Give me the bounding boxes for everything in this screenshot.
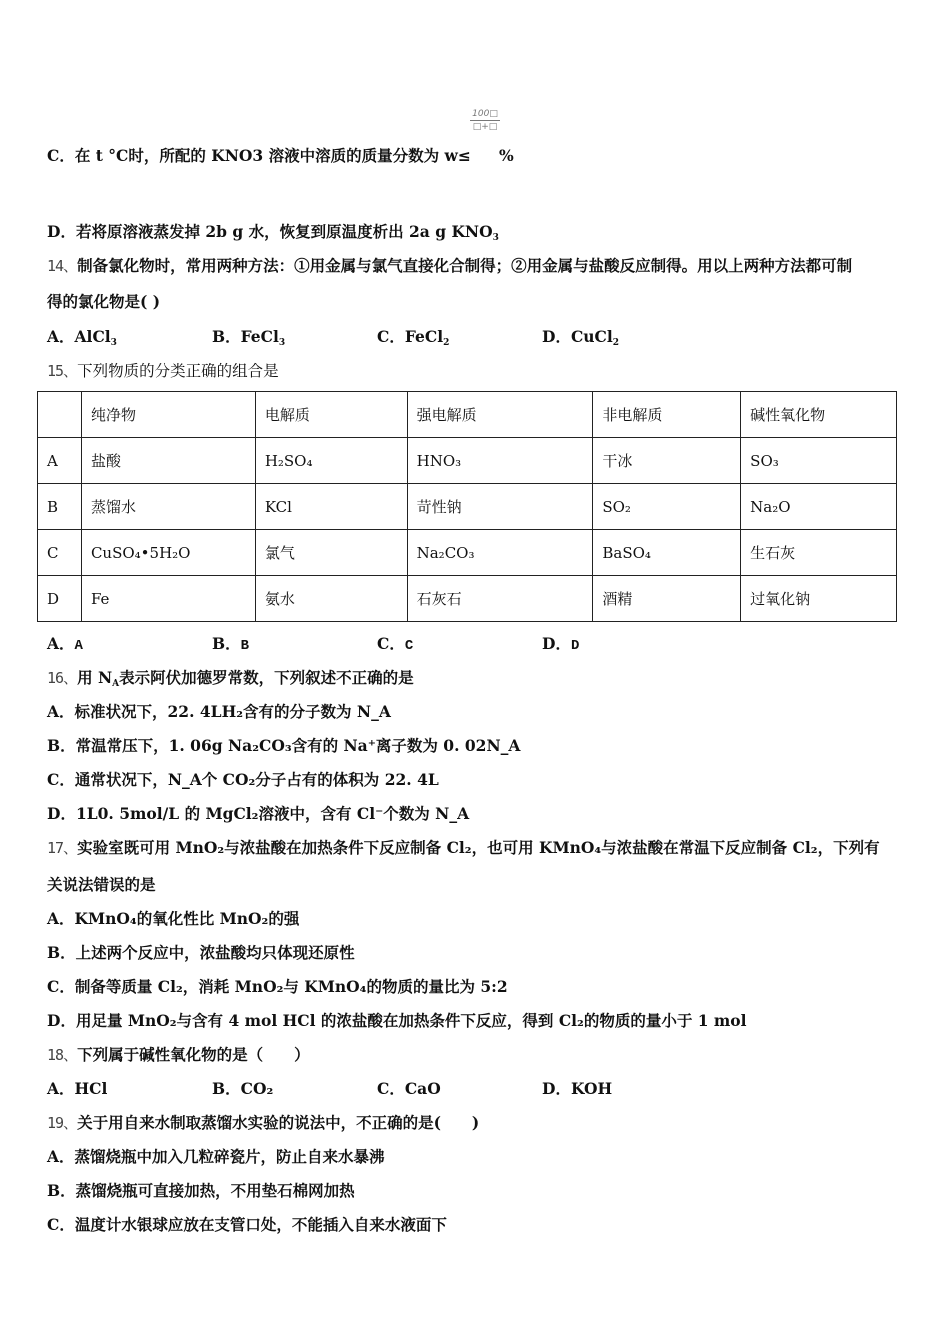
question-number: 19、 bbox=[47, 1114, 78, 1132]
question-text: 制备氯化物时，常用两种方法：①用金属与氯气直接化合制得；②用金属与盐酸反应制得。用以上两种方法都可制 bbox=[77, 256, 853, 275]
q18-option-c[interactable]: C．CaO bbox=[377, 1079, 441, 1098]
q16-option-c[interactable]: C．通常状况下，N_A个 CO₂分子占有的体积为 22. 4L bbox=[47, 770, 439, 789]
table-cell: CuSO₄•5H₂O bbox=[81, 530, 255, 576]
question-number: 14、 bbox=[47, 257, 78, 275]
table-cell: KCl bbox=[255, 484, 407, 530]
q19-stem bbox=[47, 1113, 479, 1133]
q13-option-d bbox=[47, 222, 499, 248]
q17-option-a[interactable]: A．KMnO₄的氧化性比 MnO₂的强 bbox=[47, 909, 300, 928]
table-cell: 干冰 bbox=[593, 438, 741, 484]
q19-option-b[interactable]: B．蒸馏烧瓶可直接加热，不用垫石棉网加热 bbox=[47, 1181, 355, 1200]
option-text: 在 t °C时，所配的 KNO3 溶液中溶质的质量分数为 w≤ bbox=[74, 146, 471, 165]
q17-stem-line1 bbox=[47, 838, 880, 858]
question-text: 用 N bbox=[77, 668, 113, 687]
q16-option-a[interactable]: A．标准状况下，22. 4LH₂含有的分子数为 N_A bbox=[47, 702, 391, 721]
table-header-cell: 非电解质 bbox=[593, 392, 741, 438]
q13-option-c bbox=[47, 146, 514, 166]
q14-option-b[interactable]: B．FeCl$_3$ bbox=[212, 327, 286, 348]
table-cell: Na₂O bbox=[741, 484, 897, 530]
table-cell: 氨水 bbox=[255, 576, 407, 622]
q18-option-d[interactable]: D．KOH bbox=[542, 1079, 613, 1098]
table-row bbox=[38, 576, 897, 622]
table-cell: A bbox=[38, 438, 82, 484]
table-cell: 生石灰 bbox=[741, 530, 897, 576]
table-cell: 酒精 bbox=[593, 576, 741, 622]
option-label: D． bbox=[47, 222, 76, 241]
q15-option-a[interactable]: A．A bbox=[47, 634, 83, 654]
table-cell: 过氧化钠 bbox=[741, 576, 897, 622]
table-cell: Na₂CO₃ bbox=[407, 530, 593, 576]
q14-option-a[interactable]: A．AlCl$_3$ bbox=[47, 327, 117, 348]
q17-stem-line2: 关说法错误的是 bbox=[47, 875, 156, 894]
table-row bbox=[38, 530, 897, 576]
fraction-denominator: □+□ bbox=[472, 122, 498, 132]
table-header-cell bbox=[38, 392, 82, 438]
table-cell: 石灰石 bbox=[407, 576, 593, 622]
q15-stem bbox=[47, 361, 279, 381]
q17-option-b[interactable]: B．上述两个反应中，浓盐酸均只体现还原性 bbox=[47, 943, 355, 962]
table-cell: SO₂ bbox=[593, 484, 741, 530]
q16-option-b[interactable]: B．常温常压下，1. 06g Na₂CO₃含有的 Na⁺离子数为 0. 02N_A bbox=[47, 736, 521, 755]
table-cell: 蒸馏水 bbox=[81, 484, 255, 530]
table-header-cell: 强电解质 bbox=[407, 392, 593, 438]
q19-option-a[interactable]: A．蒸馏烧瓶中加入几粒碎瓷片，防止自来水暴沸 bbox=[47, 1147, 385, 1166]
table-cell: SO₃ bbox=[741, 438, 897, 484]
q17-option-c[interactable]: C．制备等质量 Cl₂，消耗 MnO₂与 KMnO₄的物质的量比为 5:2 bbox=[47, 977, 508, 996]
table-cell: D bbox=[38, 576, 82, 622]
question-text: 表示阿伏加德罗常数，下列叙述不正确的是 bbox=[119, 668, 414, 687]
table-cell: HNO₃ bbox=[407, 438, 593, 484]
question-number: 18、 bbox=[47, 1046, 78, 1064]
q14-stem-line2: 得的氯化物是( ) bbox=[47, 292, 161, 311]
subscript: A bbox=[112, 679, 120, 689]
table-header-row bbox=[38, 392, 897, 438]
table-cell: 盐酸 bbox=[81, 438, 255, 484]
table-cell: B bbox=[38, 484, 82, 530]
question-number: 16、 bbox=[47, 669, 78, 687]
q14-option-c[interactable]: C．FeCl$_2$ bbox=[377, 327, 450, 348]
fraction-numerator: 100□ bbox=[470, 108, 500, 121]
q17-option-d[interactable]: D．用足量 MnO₂与含有 4 mol HCl 的浓盐酸在加热条件下反应，得到 Cl₂的物质的量小于 1 mol bbox=[47, 1011, 747, 1030]
table-cell: Fe bbox=[81, 576, 255, 622]
table-header-cell: 电解质 bbox=[255, 392, 407, 438]
q16-option-d[interactable]: D．1L0. 5mol/L 的 MgCl₂溶液中，含有 Cl⁻个数为 N_A bbox=[47, 804, 470, 823]
q14-option-d[interactable]: D．CuCl$_2$ bbox=[542, 327, 620, 348]
subscript: 3 bbox=[492, 233, 499, 243]
table-row bbox=[38, 484, 897, 530]
q15-option-d[interactable]: D．D bbox=[542, 634, 580, 654]
question-number: 15、 bbox=[47, 362, 78, 380]
percent-sign: % bbox=[499, 146, 514, 165]
table-cell: C bbox=[38, 530, 82, 576]
table-cell: H₂SO₄ bbox=[255, 438, 407, 484]
option-label: C． bbox=[47, 146, 75, 165]
q19-option-c[interactable]: C．温度计水银球应放在支管口处，不能插入自来水液面下 bbox=[47, 1215, 447, 1234]
table-cell: BaSO₄ bbox=[593, 530, 741, 576]
table-header-cell: 碱性氧化物 bbox=[741, 392, 897, 438]
q15-option-c[interactable]: C．C bbox=[377, 634, 414, 654]
question-text: 实验室既可用 MnO₂与浓盐酸在加热条件下反应制备 Cl₂，也可用 KMnO₄与浓盐酸在常温下反应制备 Cl₂，下列有 bbox=[77, 838, 880, 857]
question-number: 17、 bbox=[47, 839, 78, 857]
classification-table bbox=[37, 391, 897, 622]
q15-option-b[interactable]: B．B bbox=[212, 634, 250, 654]
table-header-cell: 纯净物 bbox=[81, 392, 255, 438]
question-text: 关于用自来水制取蒸馏水实验的说法中，不正确的是( ) bbox=[77, 1113, 480, 1132]
table-cell: 氯气 bbox=[255, 530, 407, 576]
question-text: 下列属于碱性氧化物的是（ ） bbox=[77, 1045, 310, 1064]
option-text: 若将原溶液蒸发掉 2b g 水，恢复到原温度析出 2a g KNO bbox=[75, 222, 493, 241]
question-text: 下列物质的分类正确的组合是 bbox=[77, 362, 279, 380]
q18-option-a[interactable]: A．HCl bbox=[47, 1079, 108, 1098]
fraction-formula bbox=[470, 108, 500, 133]
q16-stem bbox=[47, 668, 414, 694]
q18-stem bbox=[47, 1045, 310, 1065]
q14-stem-line1 bbox=[47, 256, 852, 276]
table-cell: 苛性钠 bbox=[407, 484, 593, 530]
q18-option-b[interactable]: B．CO₂ bbox=[212, 1079, 274, 1098]
table-row bbox=[38, 438, 897, 484]
